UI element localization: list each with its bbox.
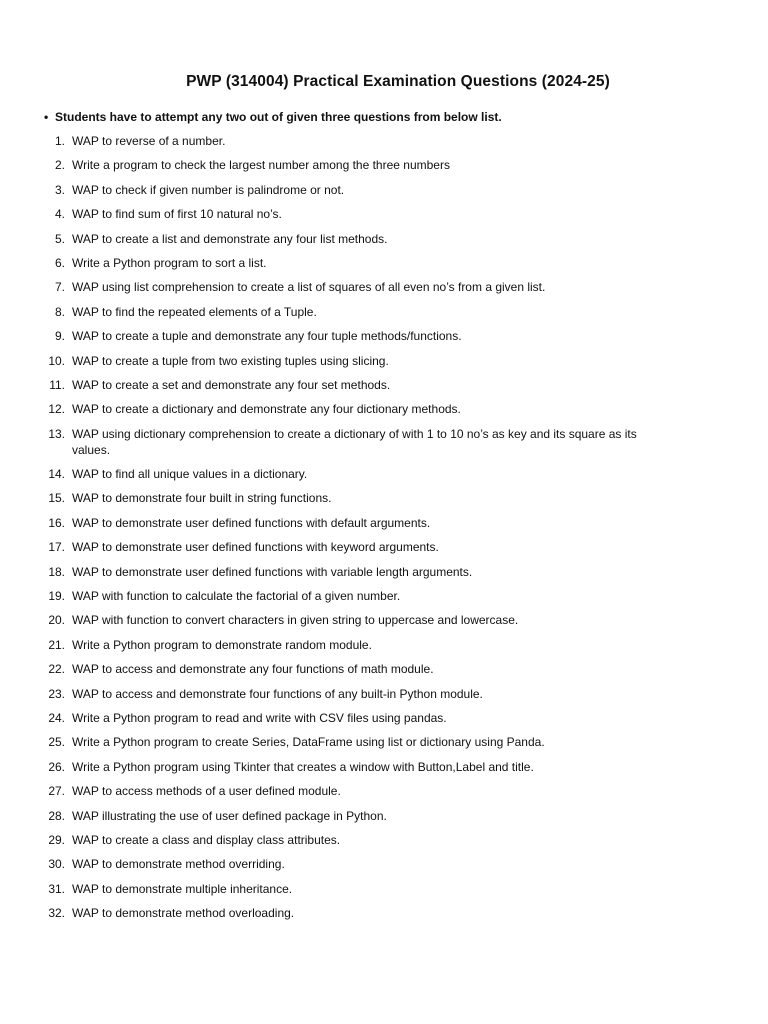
question-item: [0, 881, 768, 905]
question-text: WAP to find all unique values in a dictionary.: [72, 467, 308, 482]
instruction-line: [44, 110, 502, 124]
question-item: [0, 206, 768, 230]
question-text: WAP to demonstrate user defined functions with default arguments.: [72, 515, 431, 530]
question-item: [0, 133, 768, 157]
question-item: [0, 426, 768, 466]
question-text: WAP using list comprehension to create a list of squares of all even no’s from a given list.: [72, 280, 546, 295]
question-item: [0, 588, 768, 612]
question-text: WAP to demonstrate method overloading.: [72, 906, 295, 921]
question-number: 8.: [54, 304, 65, 319]
question-number: 32.: [48, 906, 65, 921]
question-number: 7.: [54, 280, 65, 295]
question-item: [0, 734, 768, 758]
question-item: [0, 401, 768, 425]
question-text: WAP to create a tuple and demonstrate any four tuple methods/functions.: [72, 329, 462, 344]
question-number: 20.: [48, 613, 65, 628]
question-item: [0, 539, 768, 563]
question-number: 24.: [48, 710, 65, 725]
question-item: [0, 490, 768, 514]
question-item: [0, 255, 768, 279]
page-title: PWP (314004) Practical Examination Questions (2024-25): [186, 73, 610, 90]
question-item: [0, 832, 768, 856]
question-text: WAP to check if given number is palindrome or not.: [72, 182, 345, 197]
question-number: 23.: [48, 686, 65, 701]
question-text: Write a Python program to demonstrate random module.: [72, 637, 372, 652]
question-text: WAP to access and demonstrate four functions of any built-in Python module.: [72, 686, 483, 701]
question-text: WAP illustrating the use of user defined package in Python.: [72, 808, 387, 823]
question-number: 27.: [48, 784, 65, 799]
question-item: [0, 661, 768, 685]
question-text: WAP to find the repeated elements of a Tuple.: [72, 304, 317, 319]
question-number: 22.: [48, 662, 65, 677]
question-text: Write a Python program using Tkinter that creates a window with Button,Label and title.: [72, 759, 534, 774]
question-text: WAP to create a list and demonstrate any four list methods.: [72, 231, 388, 246]
question-item: [0, 783, 768, 807]
question-text: WAP using dictionary comprehension to create a dictionary of with 1 to 10 no’s as key and its square as its values.: [72, 426, 637, 457]
question-text: Write a program to check the largest number among the three numbers: [72, 158, 450, 173]
question-item: [0, 612, 768, 636]
question-item: [0, 515, 768, 539]
question-item: [0, 686, 768, 710]
question-text: Write a Python program to create Series, DataFrame using list or dictionary using Panda.: [72, 735, 545, 750]
question-text: WAP to demonstrate four built in string functions.: [72, 491, 332, 506]
question-item: [0, 564, 768, 588]
question-text: Write a Python program to sort a list.: [72, 255, 267, 270]
question-number: 14.: [48, 467, 65, 482]
question-number: 26.: [48, 759, 65, 774]
question-text: WAP to demonstrate user defined functions with keyword arguments.: [72, 540, 439, 555]
question-number: 21.: [48, 637, 65, 652]
question-text: WAP to create a tuple from two existing tuples using slicing.: [72, 353, 389, 368]
question-item: [0, 759, 768, 783]
question-list: [0, 133, 768, 930]
question-number: 2.: [54, 158, 65, 173]
question-number: 19.: [48, 589, 65, 604]
question-number: 15.: [48, 491, 65, 506]
question-number: 12.: [48, 402, 65, 417]
question-item: [0, 182, 768, 206]
question-number: 30.: [48, 857, 65, 872]
question-number: 3.: [54, 182, 65, 197]
question-item: [0, 710, 768, 734]
question-item: [0, 377, 768, 401]
question-number: 10.: [48, 353, 65, 368]
question-number: 29.: [48, 832, 65, 847]
question-number: 5.: [54, 231, 65, 246]
question-number: 16.: [48, 515, 65, 530]
question-number: 1.: [54, 134, 65, 148]
question-text: WAP to access methods of a user defined module.: [72, 784, 341, 799]
question-number: 25.: [48, 735, 65, 750]
question-text: Write a Python program to read and write with CSV files using pandas.: [72, 710, 447, 725]
bullet-icon: •: [44, 110, 49, 124]
question-text: WAP to create a set and demonstrate any four set methods.: [72, 377, 391, 392]
question-number: 4.: [54, 207, 65, 222]
question-item: [0, 304, 768, 328]
instruction-text: Students have to attempt any two out of given three questions from below list.: [55, 110, 502, 124]
question-item: [0, 905, 768, 929]
question-number: 17.: [48, 540, 65, 555]
question-number: 31.: [48, 881, 65, 896]
question-item: [0, 856, 768, 880]
question-item: [0, 157, 768, 181]
question-text: WAP to create a class and display class attributes.: [72, 832, 341, 847]
question-item: [0, 353, 768, 377]
question-item: [0, 808, 768, 832]
question-item: [0, 637, 768, 661]
question-text: WAP with function to convert characters in given string to uppercase and lowercase.: [72, 613, 519, 628]
question-item: [0, 328, 768, 352]
question-number: 6.: [54, 255, 65, 270]
question-text: WAP to reverse of a number.: [72, 134, 226, 148]
question-number: 9.: [54, 329, 65, 344]
question-text: WAP to access and demonstrate any four functions of math module.: [72, 662, 434, 677]
question-text: WAP to demonstrate multiple inheritance.: [72, 881, 293, 896]
question-text: WAP to demonstrate method overriding.: [72, 857, 285, 872]
question-number: 11.: [49, 377, 65, 392]
question-text: WAP to create a dictionary and demonstrate any four dictionary methods.: [72, 402, 461, 417]
question-item: [0, 231, 768, 255]
question-text: WAP to demonstrate user defined functions with variable length arguments.: [72, 564, 473, 579]
question-number: 28.: [48, 808, 65, 823]
question-item: [0, 279, 768, 303]
question-text: WAP with function to calculate the factorial of a given number.: [72, 589, 401, 604]
question-item: [0, 466, 768, 490]
question-number: 13.: [48, 426, 65, 441]
question-text: WAP to find sum of first 10 natural no’s.: [72, 207, 282, 222]
question-number: 18.: [48, 564, 65, 579]
